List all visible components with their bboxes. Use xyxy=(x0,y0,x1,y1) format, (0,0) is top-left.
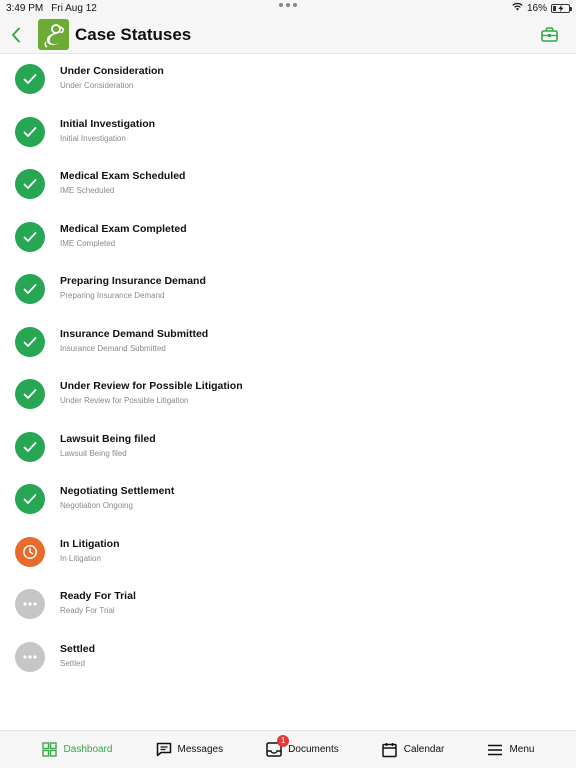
status-row[interactable] xyxy=(0,212,576,265)
documents-icon xyxy=(266,736,286,758)
status-subtitle: Negotiation Ongoing xyxy=(60,501,133,510)
tab-label: Calendar xyxy=(403,744,445,755)
status-title: Lawsuit Being filed xyxy=(60,432,156,445)
status-indicator xyxy=(15,484,45,514)
calendar-icon xyxy=(382,742,398,758)
status-indicator xyxy=(15,642,45,672)
status-bar xyxy=(0,0,576,16)
status-row[interactable] xyxy=(0,527,576,580)
status-texts xyxy=(60,642,95,669)
briefcase-button[interactable] xyxy=(538,24,560,46)
checkmark-icon xyxy=(23,231,37,243)
checkmark-icon xyxy=(23,493,37,505)
status-texts xyxy=(60,537,120,564)
status-indicator xyxy=(15,117,45,147)
status-title: Preparing Insurance Demand xyxy=(60,275,206,287)
status-title: Medical Exam Scheduled xyxy=(60,170,186,182)
status-title: Negotiating Settlement xyxy=(60,485,175,497)
status-title: Insurance Demand Submitted xyxy=(60,327,209,340)
status-subtitle: Initial Investigation xyxy=(60,133,126,143)
battery-icon xyxy=(551,4,570,13)
status-row[interactable] xyxy=(0,264,576,317)
status-row[interactable] xyxy=(0,422,576,475)
clock-icon xyxy=(22,544,38,560)
status-row[interactable] xyxy=(0,317,576,370)
status-texts xyxy=(60,117,155,144)
multitasking-dots-icon[interactable] xyxy=(279,3,297,7)
status-texts xyxy=(60,222,187,249)
status-texts xyxy=(60,169,185,196)
tab-calendar[interactable] xyxy=(382,742,445,758)
status-row[interactable] xyxy=(0,54,576,107)
checkmark-icon xyxy=(23,178,37,190)
ellipsis-icon xyxy=(23,602,37,606)
app-header xyxy=(0,16,576,54)
checkmark-icon xyxy=(23,126,37,138)
status-row[interactable] xyxy=(0,474,576,527)
status-title: Settled xyxy=(60,642,96,655)
status-texts xyxy=(60,484,174,511)
tab-label: Documents xyxy=(288,744,339,755)
status-indicator xyxy=(15,222,45,252)
status-indicator xyxy=(15,274,45,304)
briefcase-icon xyxy=(541,27,558,42)
app-logo xyxy=(38,19,69,50)
checkmark-icon xyxy=(23,388,37,400)
checkmark-icon xyxy=(23,73,37,85)
tab-dashboard[interactable] xyxy=(42,742,113,758)
status-indicator xyxy=(15,537,45,567)
status-indicator xyxy=(15,169,45,199)
status-subtitle: IME Completed xyxy=(60,238,116,248)
status-texts xyxy=(60,589,136,616)
wifi-icon xyxy=(512,2,523,14)
status-title: Medical Exam Completed xyxy=(60,222,187,235)
tab-documents[interactable] xyxy=(266,736,339,758)
tab-label: Dashboard xyxy=(63,744,113,755)
status-title: Under Review for Possible Litigation xyxy=(60,380,243,392)
status-subtitle: IME Scheduled xyxy=(60,186,115,195)
status-list xyxy=(0,54,576,684)
status-indicator xyxy=(15,327,45,357)
ellipsis-icon xyxy=(23,655,37,659)
menu-icon xyxy=(487,742,503,758)
status-subtitle: Ready For Trial xyxy=(60,606,115,615)
notification-badge: 1 xyxy=(277,735,289,747)
status-subtitle: Under Consideration xyxy=(60,81,134,90)
status-indicator xyxy=(15,379,45,409)
status-subtitle: Preparing Insurance Demand xyxy=(60,291,165,300)
checkmark-icon xyxy=(23,441,37,453)
tab-label: Menu xyxy=(509,744,535,755)
status-row[interactable] xyxy=(0,107,576,160)
status-texts xyxy=(60,379,243,406)
status-row[interactable] xyxy=(0,632,576,685)
page-title: Case Statuses xyxy=(75,24,192,44)
status-indicator xyxy=(15,589,45,619)
status-row[interactable] xyxy=(0,159,576,212)
tab-messages[interactable] xyxy=(156,742,224,758)
battery-percent: 16% xyxy=(526,2,547,14)
chevron-left-icon xyxy=(11,27,21,43)
status-subtitle: Under Review for Possible Litigation xyxy=(60,396,189,405)
checkmark-icon xyxy=(23,336,37,348)
bottom-tab-bar xyxy=(0,730,576,768)
status-indicator xyxy=(15,64,45,94)
status-texts xyxy=(60,274,206,301)
status-subtitle: Insurance Demand Submitted xyxy=(60,343,166,353)
status-title: Initial Investigation xyxy=(60,117,156,130)
status-subtitle: Settled xyxy=(60,658,85,668)
status-time: 3:49 PM xyxy=(6,2,44,14)
status-date: Fri Aug 12 xyxy=(51,2,97,14)
tab-label: Messages xyxy=(177,744,224,755)
status-title: In Litigation xyxy=(60,537,120,550)
status-texts xyxy=(60,327,208,354)
status-row[interactable] xyxy=(0,579,576,632)
back-button[interactable] xyxy=(8,24,24,46)
status-texts xyxy=(60,64,164,91)
status-indicator xyxy=(15,432,45,462)
messages-icon xyxy=(156,742,172,758)
status-subtitle: Lawsuit Being filed xyxy=(60,448,127,458)
status-title: Ready For Trial xyxy=(60,590,136,602)
tab-menu[interactable] xyxy=(487,742,534,758)
checkmark-icon xyxy=(23,283,37,295)
dashboard-icon xyxy=(42,742,58,758)
status-texts xyxy=(60,432,156,459)
status-title: Under Consideration xyxy=(60,65,164,77)
status-row[interactable] xyxy=(0,369,576,422)
status-subtitle: In Litigation xyxy=(60,553,101,563)
